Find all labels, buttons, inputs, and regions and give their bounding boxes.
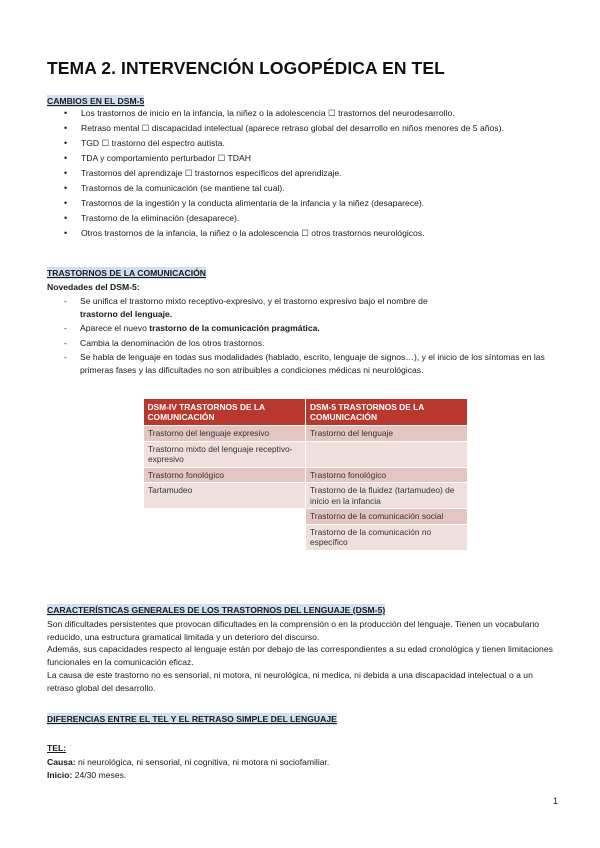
- section-heading-caracteristicas: CARACTERÍSTICAS GENERALES DE LOS TRASTORNOS DEL LENGUAJE (DSM-5): [47, 605, 386, 615]
- table-cell: Trastorno de la comunicación social: [306, 509, 468, 525]
- table-header-dsm4: DSM-IV TRASTORNOS DE LA COMUNICACIÓN: [144, 399, 306, 426]
- table-row: [144, 524, 468, 550]
- table-cell: Trastorno de la comunicación no específico: [306, 524, 468, 550]
- causa-line: Causa: ni neurológica, ni sensorial, ni cognitiva, ni motora ni sociofamiliar.: [47, 757, 330, 767]
- list-item: • Trastorno de la eliminación (desaparece).: [64, 213, 240, 223]
- inicio-line: Inicio: 24/30 meses.: [47, 769, 127, 780]
- dsm-comparison-table: [143, 399, 468, 551]
- list-item: • Retraso mental ☐ discapacidad intelectual (aparece retraso global del desarrollo en niños menores de 5 años).: [64, 123, 504, 133]
- list-item: • Trastornos de la comunicación (se mantiene tal cual).: [64, 183, 285, 193]
- table-row: [144, 483, 468, 509]
- table-cell: [306, 441, 468, 467]
- list-item: - Cambia la denominación de los otros trastornos.: [64, 337, 265, 348]
- list-item: • Los trastornos de inicio en la infancia, la niñez o la adolescencia ☐ trastornos del neurodesarrollo.: [64, 108, 455, 118]
- table-cell: Trastorno del lenguaje expresivo: [144, 426, 306, 442]
- list-item: • TDA y comportamiento perturbador ☐ TDAH: [64, 153, 251, 163]
- list-item: • Trastornos de la ingestión y la conducta alimentaria de la infancia y la niñez (desaparece).: [64, 198, 425, 208]
- novedades-list: [47, 295, 557, 378]
- table-cell: Tartamudeo: [144, 483, 306, 509]
- table-header-dsm5: DSM-5 TRASTORNOS DE LA COMUNICACIÓN: [306, 399, 468, 426]
- paragraph: Además, sus capacidades respecto al lenguaje están por debajo de las correspondientes a su edad cronológica y tienen limitaciones funcionales en la comunicación eficaz.: [47, 644, 553, 668]
- section-heading-diferencias: DIFERENCIAS ENTRE EL TEL Y EL RETRASO SIMPLE DEL LENGUAJE: [47, 714, 337, 724]
- page-title: TEMA 2. INTERVENCIÓN LOGOPÉDICA EN TEL: [47, 58, 445, 78]
- table-cell: [144, 524, 306, 550]
- paragraph: Son dificultades persistentes que provocan dificultades en la comprensión o en la producción del lenguaje. Tienen un vocabulario reducido, una estructura gramatical limitada y un deterioro del discurso.: [47, 619, 540, 642]
- table-cell: Trastorno fonológico: [144, 467, 306, 483]
- page-number: 1: [553, 796, 559, 806]
- tel-details: [47, 756, 560, 781]
- list-item: - Se habla de lenguaje en todas sus modalidades (hablado, escrito, lenguaje de signos…), y el inicio de los síntomas en las primeras fases y las dificultades no son atribuibles a condiciones médicas ni neurológicas.: [64, 352, 545, 375]
- novedades-subheading: Novedades del DSM-5:: [47, 282, 140, 292]
- table-row: [144, 441, 468, 467]
- list-item: • Trastornos del aprendizaje ☐ trastornos específicos del aprendizaje.: [64, 168, 342, 178]
- list-item: - Aparece el nuevo trastorno de la comunicación pragmática.: [64, 323, 320, 333]
- table-cell: Trastorno mixto del lenguaje receptivo-expresivo: [144, 441, 306, 467]
- table-cell: Trastorno del lenguaje: [306, 426, 468, 442]
- tel-heading: TEL:: [47, 743, 67, 753]
- table-cell: [144, 509, 306, 525]
- list-item: • TGD ☐ trastorno del espectro autista.: [64, 138, 225, 148]
- list-item: • Otros trastornos de la infancia, la niñez o la adolescencia ☐ otros trastornos neurológicos.: [64, 228, 425, 238]
- table-row: [144, 426, 468, 442]
- table-row: [144, 467, 468, 483]
- paragraph: La causa de este trastorno no es sensorial, ni motora, ni neurológica, ni medica, ni debida a una discapacidad intelectual o a un retraso global del desarrollo.: [47, 669, 533, 693]
- table-cell: Trastorno de la fluidez (tartamudeo) de inicio en la infancia: [306, 483, 468, 509]
- section-heading-cambios: CAMBIOS EN EL DSM-5: [47, 96, 145, 106]
- list-item: - Se unifica el trastorno mixto receptivo-expresivo, y el trastorno expresivo bajo el nombre de trastorno del lenguaje.: [64, 296, 428, 319]
- cambios-list: [47, 107, 557, 242]
- table-row: [144, 509, 468, 525]
- table-cell: Trastorno fonológico: [306, 467, 468, 483]
- caracteristicas-text: [47, 618, 560, 694]
- section-heading-comunicacion: TRASTORNOS DE LA COMUNICACIÓN: [47, 268, 206, 278]
